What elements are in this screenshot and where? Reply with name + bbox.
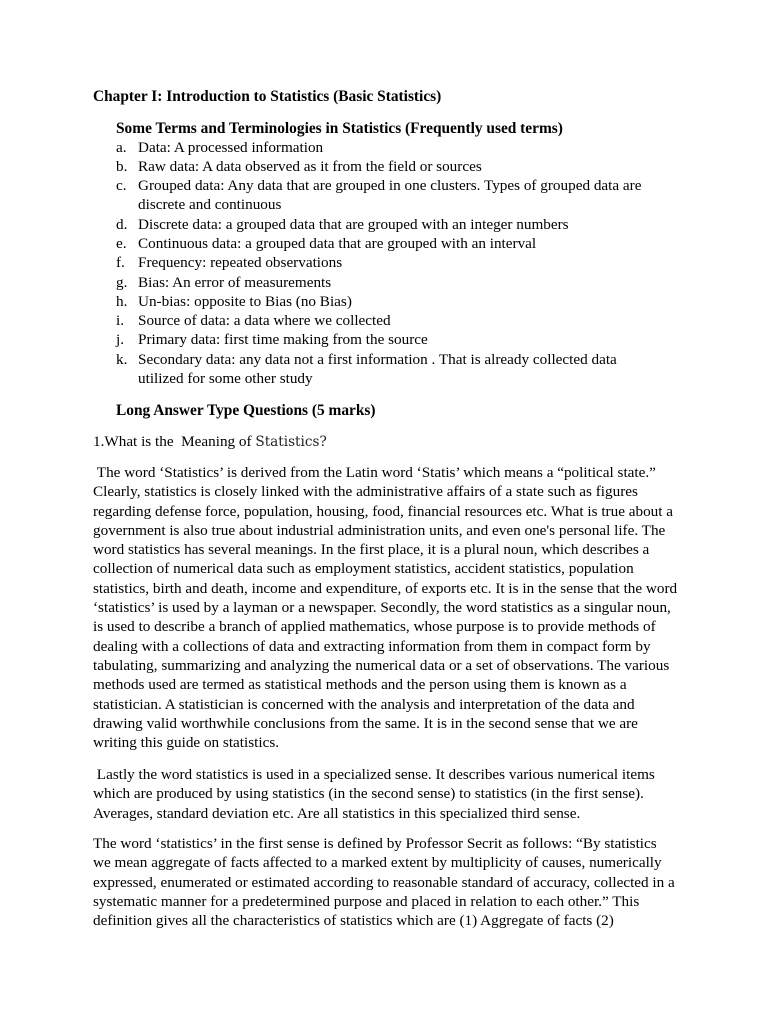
list-marker: f. [116, 254, 125, 272]
question-word: Statistics? [255, 434, 327, 450]
long-answer-heading: Long Answer Type Questions (5 marks) [116, 402, 376, 419]
list-item-text: Discrete data: a grouped data that are grouped with an integer numbers [138, 215, 569, 233]
list-item-text: Continuous data: a grouped data that are grouped with an interval [138, 234, 537, 252]
list-item-text: Grouped data: Any data that are grouped in one clusters. Types of grouped data are discrete and continuous [138, 177, 642, 214]
list-item-text: Data: A processed information [138, 138, 324, 156]
list-item-text: Secondary data: any data not a first information . That is already collected data utilized for some other study [138, 350, 617, 388]
list-item [116, 273, 656, 292]
list-item [116, 311, 656, 330]
list-item [116, 253, 656, 272]
list-marker: a. [116, 138, 127, 156]
list-item-text: Primary data: first time making from the source [138, 331, 428, 349]
list-marker: i. [116, 312, 125, 330]
list-item [116, 138, 656, 157]
list-marker: b. [116, 157, 128, 175]
list-item [116, 215, 656, 234]
list-marker: j. [116, 331, 125, 349]
list-item [116, 292, 656, 311]
list-item [116, 330, 656, 349]
list-marker: d. [116, 215, 128, 233]
list-item [116, 234, 656, 253]
paragraph-specialized-sense: Lastly the word statistics is used in a specialized sense. It describes various numerical items which are produced by using statistics (in the second sense) to statistics (in the first sense). Averages, standard deviation etc. Are all statistics in this specialized third sense. [93, 766, 659, 822]
question-prefix: 1.What is the Meaning of [93, 433, 256, 450]
list-item [116, 350, 656, 389]
list-item-text: Bias: An error of measurements [138, 273, 332, 291]
chapter-title: Chapter I: Introduction to Statistics (Basic Statistics) [93, 88, 442, 105]
terms-heading: Some Terms and Terminologies in Statistics (Frequently used terms) [116, 120, 563, 137]
paragraph-definition: The word ‘statistics’ in the first sense is defined by Professor Secrit as follows: “By statistics we mean aggregate of facts affected to a marked extent by multiplicity of causes, numerically expressed, enumerated or estimated according to reasonable standard of accuracy, collected in a systematic manner for a predetermined purpose and placed in relation to each other.” This definition gives all the characteristics of statistics which are (1) Aggregate of facts (2) [93, 835, 675, 930]
list-item [116, 176, 656, 215]
terms-list [116, 138, 656, 389]
paragraph-meaning: The word ‘Statistics’ is derived from the Latin word ‘Statis’ which means a “political state.” Clearly, statistics is closely linked with the administrative affairs of a state such as figures regarding defense force, population, housing, food, financial resources etc. What is true about a government is also true about industrial administration units, and even one's personal life. The word statistics has several meanings. In the first place, it is a plural noun, which describes a collection of numerical data such as employment statistics, accident statistics, population statistics, birth and death, income and expenditure, of exports etc. It is in the sense that the word ‘statistics’ is used by a layman or a newspaper. Secondly, the word statistics as a singular noun, is used to describe a branch of applied mathematics, whose purpose is to provide methods of dealing with a collections of data and extracting information from them in compact form by tabulating, summarizing and analyzing the numerical data or a set of observations. The various methods used are termed as statistical methods and the person using them is known as a statistician. A statistician is concerned with the analysis and interpretation of the data and drawing valid worthwhile conclusions from the same. It is in the second sense that we are writing this guide on statistics. [93, 464, 681, 752]
list-item-text: Source of data: a data where we collected [138, 312, 391, 330]
list-marker: h. [116, 292, 128, 310]
list-marker: k. [116, 350, 128, 368]
question-heading [93, 432, 327, 452]
list-marker: c. [116, 177, 127, 195]
list-marker: e. [116, 234, 127, 252]
list-marker: g. [116, 273, 128, 291]
list-item-text: Raw data: A data observed as it from the field or sources [138, 157, 482, 175]
list-item-text: Frequency: repeated observations [138, 254, 343, 272]
list-item [116, 157, 656, 176]
list-item-text: Un-bias: opposite to Bias (no Bias) [138, 292, 352, 310]
